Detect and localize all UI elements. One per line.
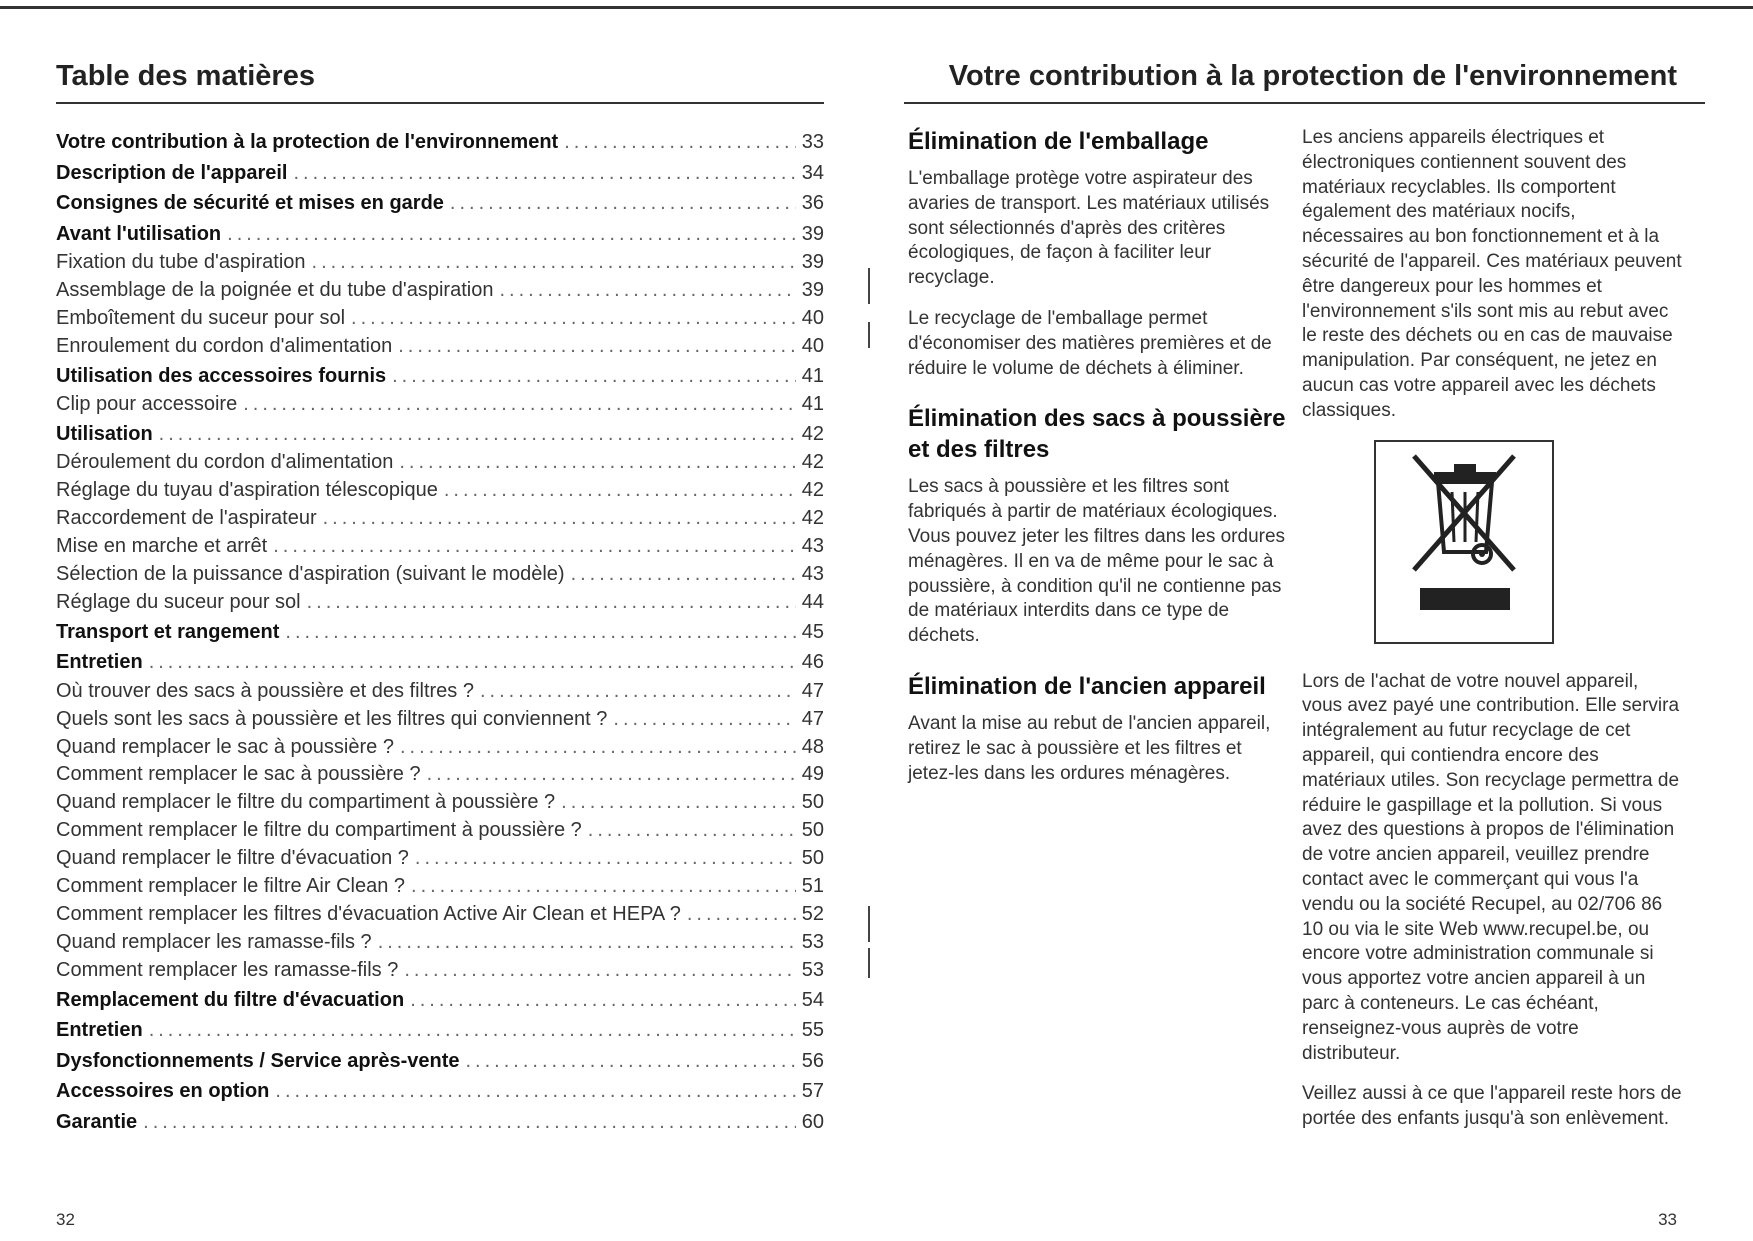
toc-entry-label: Comment remplacer le sac à poussière ? <box>56 763 421 786</box>
section-heading: Élimination de l'emballage <box>908 128 1209 155</box>
toc-entry <box>56 734 824 762</box>
toc-entry-page: 47 <box>801 707 824 730</box>
toc-entry-label: Fixation du tube d'aspiration <box>56 251 306 273</box>
paragraph: L'emballage protège votre aspirateur des avaries de transport. Les matériaux utilisés sont sélectionnés d'après des critères écologiques, de façon à faciliter leur recyclage. <box>908 168 1270 289</box>
toc-entry-page: 36 <box>801 192 824 214</box>
toc-leader-dots <box>564 127 796 158</box>
toc-entry-label: Entretien <box>56 1019 143 1042</box>
toc-entry <box>56 1015 824 1046</box>
toc-leader-dots <box>143 1107 796 1138</box>
toc-entry-label: Utilisation <box>56 422 153 445</box>
toc-entry <box>56 449 824 477</box>
toc-entry-label: Réglage du tuyau d'aspiration télescopique <box>56 479 438 502</box>
toc-leader-dots <box>351 305 796 333</box>
toc-entry-label: Réglage du suceur pour sol <box>56 590 301 613</box>
toc-entry <box>56 845 824 873</box>
toc-entry-label: Mise en marche et arrêt <box>56 535 268 558</box>
toc-leader-dots <box>307 589 796 617</box>
toc-entry-page: 52 <box>801 902 824 925</box>
toc-entry-page: 46 <box>801 651 824 674</box>
paragraph: Le recyclage de l'emballage permet d'économiser des matières premières et de réduire le volume de déchets à éliminer. <box>908 307 1272 379</box>
toc-entry-page: 34 <box>801 161 824 184</box>
toc-entry-label: Quels sont les sacs à poussière et les filtres qui conviennent ? <box>56 707 608 730</box>
toc-entry-label: Quand remplacer les ramasse-fils ? <box>56 930 372 953</box>
toc-leader-dots <box>149 647 796 678</box>
toc-entry <box>56 188 824 219</box>
toc-entry <box>56 1076 824 1107</box>
toc-entry <box>56 1107 824 1138</box>
toc-entry <box>56 361 824 392</box>
toc-entry-page: 39 <box>801 251 824 273</box>
toc-entry <box>56 419 824 450</box>
toc-entry-page: 42 <box>801 479 824 502</box>
toc-entry-label: Utilisation des accessoires fournis <box>56 364 387 387</box>
toc-entry-page: 51 <box>801 875 824 898</box>
toc-entry <box>56 127 824 158</box>
toc-entry-page: 39 <box>801 222 824 245</box>
title-rule <box>904 102 1705 104</box>
toc-entry-page: 57 <box>801 1080 824 1103</box>
gutter-mark <box>868 906 870 942</box>
toc-leader-dots <box>571 561 796 589</box>
left-column <box>908 126 1288 808</box>
paragraph: Veillez aussi à ce que l'appareil reste hors de portée des enfants jusqu'à son enlèvement. <box>1302 1083 1682 1130</box>
toc-entry-label: Entretien <box>56 651 143 674</box>
toc-entry <box>56 158 824 189</box>
toc-leader-dots <box>561 789 796 817</box>
page-number: 33 <box>1658 1210 1677 1229</box>
toc-entry-label: Quand remplacer le sac à poussière ? <box>56 735 394 758</box>
toc-entry <box>56 561 824 589</box>
toc-entry <box>56 1046 824 1077</box>
toc-leader-dots <box>312 249 796 277</box>
toc-entry-label: Dysfonctionnements / Service après-vente <box>56 1049 460 1072</box>
toc-entry <box>56 533 824 561</box>
toc-entry-page: 45 <box>801 620 824 643</box>
toc-entry-page: 48 <box>801 735 824 758</box>
toc-entry-label: Avant l'utilisation <box>56 222 222 245</box>
toc-entry <box>56 706 824 734</box>
toc-entry <box>56 305 824 333</box>
toc-entry-page: 43 <box>801 535 824 558</box>
toc-entry <box>56 505 824 533</box>
toc-entry-label: Où trouver des sacs à poussière et des filtres ? <box>56 679 474 702</box>
toc-entry-page: 47 <box>801 679 824 702</box>
toc-entry-page: 44 <box>801 590 824 613</box>
toc-entry-label: Comment remplacer le filtre Air Clean ? <box>56 875 406 898</box>
toc-entry <box>56 249 824 277</box>
toc-entry-label: Transport et rangement <box>56 620 280 643</box>
right-page <box>876 0 1753 1241</box>
toc-leader-dots <box>243 391 796 419</box>
toc-entry-label: Clip pour accessoire <box>56 393 238 416</box>
toc-entry-label: Comment remplacer les filtres d'évacuation Active Air Clean et HEPA ? <box>56 902 681 925</box>
toc-leader-dots <box>392 361 796 392</box>
toc-entry-page: 50 <box>801 819 824 842</box>
toc-entry-page: 40 <box>801 334 824 357</box>
toc-entry-page: 42 <box>801 507 824 530</box>
section-dust-bags <box>908 403 1288 649</box>
toc-leader-dots <box>613 706 795 734</box>
toc-entry <box>56 617 824 648</box>
toc-leader-dots <box>398 333 796 361</box>
toc-entry-label: Accessoires en option <box>56 1080 270 1103</box>
toc-entry-page: 56 <box>801 1049 824 1072</box>
toc-entry-page: 53 <box>801 930 824 953</box>
toc-leader-dots <box>378 929 796 957</box>
toc-leader-dots <box>499 277 795 305</box>
title-rule <box>56 102 824 104</box>
toc-leader-dots <box>588 817 796 845</box>
toc-leader-dots <box>450 188 796 219</box>
toc-leader-dots <box>465 1046 795 1077</box>
toc-entry-label: Garantie <box>56 1110 138 1133</box>
toc-leader-dots <box>323 505 796 533</box>
paragraph: Avant la mise au rebut de l'ancien appareil, retirez le sac à poussière et les filtres et jetez-les dans les ordures ménagères. <box>908 712 1271 784</box>
toc-entry <box>56 219 824 250</box>
toc-entry-page: 42 <box>801 422 824 445</box>
toc-leader-dots <box>400 734 796 762</box>
paragraph: Les sacs à poussière et les filtres sont fabriqués à partir de matériaux écologiques. Vous pouvez jeter les filtres dans les ordures ménagères. Il en va de même pour le sac à poussière, à condition qu'il ne contienne pas de matériaux interdits dans ce type de déchets. <box>908 476 1286 647</box>
toc-entry <box>56 678 824 706</box>
toc-entry <box>56 985 824 1016</box>
toc-entry-label: Enroulement du cordon d'alimentation <box>56 334 393 357</box>
toc-leader-dots <box>480 678 796 706</box>
toc-entry <box>56 789 824 817</box>
toc-leader-dots <box>411 873 796 901</box>
section-heading: Élimination des sacs à poussière et des filtres <box>908 405 1286 464</box>
left-page <box>0 0 876 1241</box>
toc-entry-label: Remplacement du filtre d'évacuation <box>56 988 405 1011</box>
gutter-mark <box>868 948 870 978</box>
toc-entry-label: Déroulement du cordon d'alimentation <box>56 451 394 474</box>
toc-entry <box>56 817 824 845</box>
page-title: Votre contribution à la protection de l'environnement <box>948 60 1677 92</box>
toc-entry <box>56 761 824 789</box>
toc-entry-label: Assemblage de la poignée et du tube d'aspiration <box>56 278 494 301</box>
toc-entry-page: 50 <box>801 847 824 870</box>
toc-entry-label: Raccordement de l'aspirateur <box>56 507 317 530</box>
paragraph: Les anciens appareils électriques et électroniques contiennent souvent des matériaux recyclables. Ils comportent également des matériaux nocifs, nécessaires au bon fonctionnement et à la sécurité de l'appareil. Ces matériaux peuvent être dangereux pour les hommes et l'environnement s'ils sont mis au rebut avec le reste des déchets ou en cas de mauvaise manipulation. Par conséquent, ne jetez en aucun cas votre appareil avec les déchets classiques. <box>1302 127 1682 421</box>
section-packaging <box>908 126 1288 381</box>
toc-entry <box>56 333 824 361</box>
toc-entry-label: Emboîtement du suceur pour sol <box>56 306 346 329</box>
toc-leader-dots <box>293 158 795 189</box>
toc-entry <box>56 929 824 957</box>
toc-entry-label: Description de l'appareil <box>56 161 288 184</box>
toc-entry-page: 55 <box>801 1019 824 1042</box>
toc-leader-dots <box>149 1015 796 1046</box>
toc-leader-dots <box>410 985 796 1016</box>
toc-entry-page: 39 <box>801 278 824 301</box>
toc-entry <box>56 391 824 419</box>
toc-entry-page: 33 <box>801 131 824 153</box>
page-number: 32 <box>56 1210 75 1229</box>
toc-entry-page: 49 <box>801 763 824 786</box>
toc-leader-dots <box>427 761 796 789</box>
toc-entry-page: 42 <box>801 451 824 474</box>
toc-entry <box>56 873 824 901</box>
toc-entry-label: Quand remplacer le filtre d'évacuation ? <box>56 847 409 870</box>
toc-entry-page: 54 <box>801 988 824 1011</box>
toc-entry-label: Consignes de sécurité et mises en garde <box>56 192 444 214</box>
toc-entry <box>56 957 824 985</box>
toc-leader-dots <box>444 477 796 505</box>
toc-entry <box>56 901 824 929</box>
toc-entry-page: 53 <box>801 958 824 981</box>
gutter-mark <box>868 268 870 304</box>
toc-leader-dots <box>399 449 795 477</box>
toc-entry-label: Votre contribution à la protection de l'environnement <box>56 131 559 153</box>
toc-entry-page: 60 <box>801 1110 824 1133</box>
toc-leader-dots <box>415 845 796 873</box>
section-heading: Élimination de l'ancien appareil <box>908 672 1266 700</box>
toc-entry-page: 50 <box>801 791 824 814</box>
toc-entry <box>56 477 824 505</box>
toc-leader-dots <box>285 617 795 648</box>
toc-leader-dots <box>159 419 796 450</box>
table-of-contents <box>56 127 824 1137</box>
page-title: Table des matières <box>56 60 315 92</box>
toc-entry-page: 40 <box>801 306 824 329</box>
paragraph: Lors de l'achat de votre nouvel appareil, vous avez payé une contribution. Elle servira intégralement au futur recyclage de cet appareil, qui contiendra encore des matériaux utiles. Son recyclage permettra de réduire le gaspillage et la pollution. Si vous avez des questions à propos de l'élimination de votre ancien appareil, veuillez prendre contact avec le commerçant qui vous l'a vendu ou la société Recupel, au 02/706 86 10 ou via le site Web www.recupel.be, ou encore votre administration communale si vous apportez votre ancien appareil à un parc à conteneurs. Le cas échéant, renseignez-vous auprès de votre distributeur. <box>1302 670 1680 1064</box>
toc-leader-dots <box>273 533 796 561</box>
toc-leader-dots <box>687 901 796 929</box>
toc-entry-label: Comment remplacer les ramasse-fils ? <box>56 958 399 981</box>
toc-entry-label: Sélection de la puissance d'aspiration (suivant le modèle) <box>56 563 565 586</box>
toc-entry <box>56 589 824 617</box>
toc-entry-page: 41 <box>801 393 824 416</box>
right-column <box>1302 126 1682 1148</box>
section-old-appliance <box>908 671 1288 786</box>
toc-leader-dots <box>404 957 795 985</box>
toc-leader-dots <box>227 219 796 250</box>
toc-entry-label: Comment remplacer le filtre du compartiment à poussière ? <box>56 819 582 842</box>
toc-entry-page: 43 <box>801 563 824 586</box>
gutter-mark <box>868 322 870 348</box>
toc-entry <box>56 647 824 678</box>
toc-entry-label: Quand remplacer le filtre du compartiment à poussière ? <box>56 791 556 814</box>
toc-leader-dots <box>275 1076 795 1107</box>
crossed-out-wheelie-bin-icon <box>1374 440 1554 644</box>
toc-entry <box>56 277 824 305</box>
toc-entry-page: 41 <box>801 364 824 387</box>
